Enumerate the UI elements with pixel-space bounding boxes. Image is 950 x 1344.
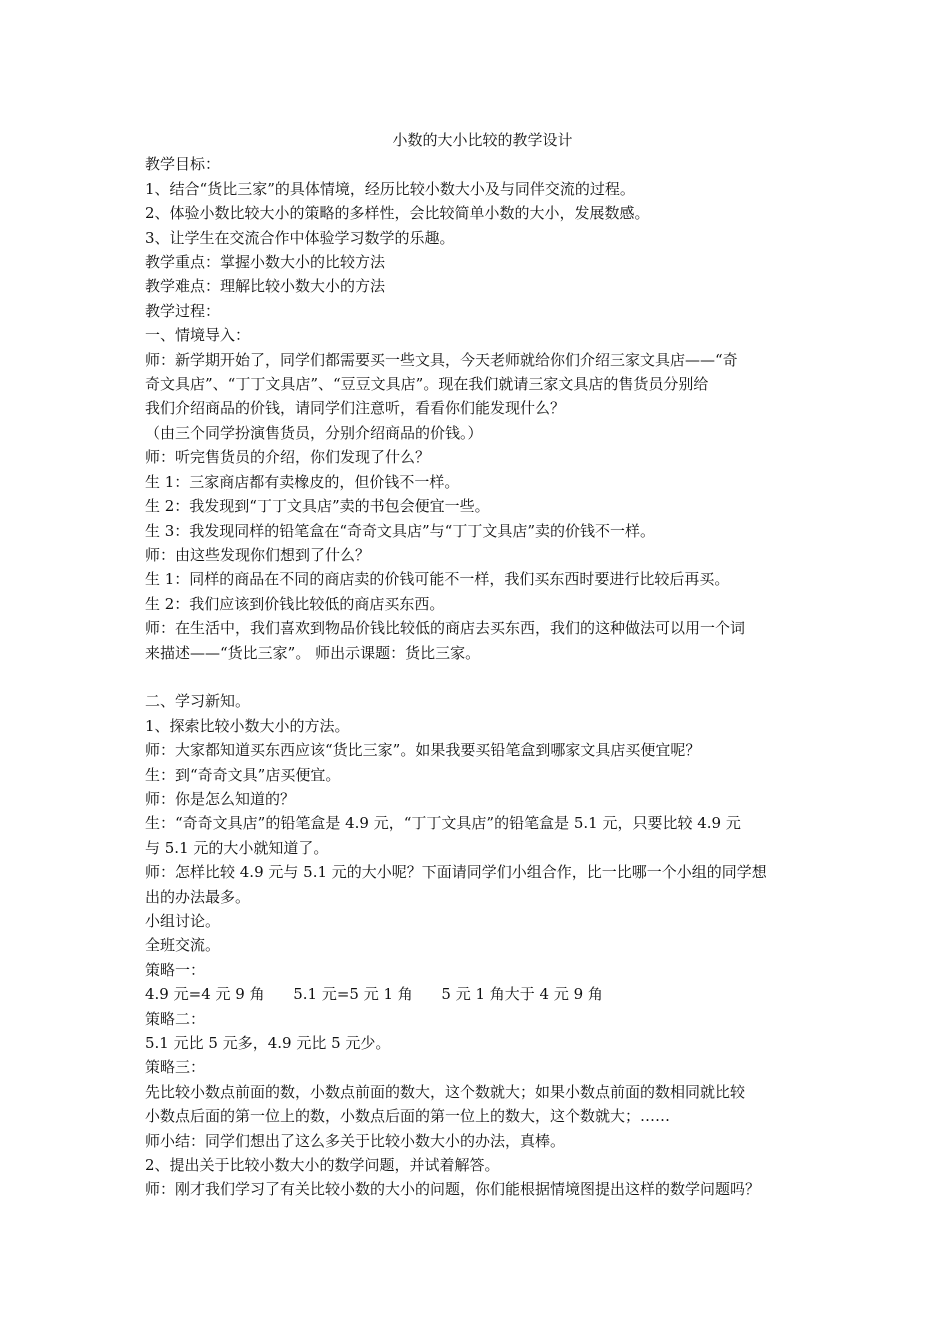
text-line: 生 2：我发现到“丁丁文具店”卖的书包会便宜一些。 — [145, 497, 490, 516]
text-line: 生 1：同样的商品在不同的商店卖的价钱可能不一样，我们买东西时要进行比较后再买。 — [145, 570, 730, 589]
text-line: 与 5.1 元的大小就知道了。 — [145, 838, 329, 857]
text-line: 生 3：我发现同样的铅笔盒在“奇奇文具店”与“丁丁文具店”卖的价钱不一样。 — [145, 521, 655, 540]
text-line: （由三个同学扮演售货员，分别介绍商品的价钱。） — [145, 423, 483, 442]
text-line: 师：大家都知道买东西应该“货比三家”。如果我要买铅笔盒到哪家文具店买便宜呢？ — [145, 741, 701, 760]
text-line: 小数点后面的第一位上的数，小数点后面的第一位上的数大，这个数就大；…… — [145, 1107, 671, 1126]
text-line: 来描述——“货比三家”。 师出示课题：货比三家。 — [145, 643, 481, 662]
text-line: 师：刚才我们学习了有关比较小数的大小的问题，你们能根据情境图提出这样的数学问题吗？ — [145, 1180, 761, 1199]
text-line: 生：到“奇奇文具”店买便宜。 — [145, 765, 341, 784]
text-line: 二、学习新知。 — [145, 692, 251, 711]
text-line: 师：由这些发现你们想到了什么？ — [145, 545, 371, 564]
text-line: 5.1 元比 5 元多，4.9 元比 5 元少。 — [145, 1034, 391, 1053]
text-line: 生 1：三家商店都有卖橡皮的，但价钱不一样。 — [145, 472, 460, 491]
document-body — [145, 152, 820, 1201]
text-line: 4.9 元=4 元 9 角 5.1 元=5 元 1 角 5 元 1 角大于 4 元 9 角 — [145, 985, 603, 1004]
document-title: 小数的大小比较的教学设计 — [392, 131, 573, 149]
text-line: 教学重点：掌握小数大小的比较方法 — [145, 253, 386, 272]
text-line: 策略二： — [145, 1009, 206, 1028]
text-line: 教学过程： — [145, 301, 221, 320]
text-line: 2、提出关于比较小数大小的数学问题，并试着解答。 — [145, 1156, 500, 1175]
text-line: 2、体验小数比较大小的策略的多样性，会比较简单小数的大小，发展数感。 — [145, 204, 650, 223]
text-line: 师小结：同学们想出了这么多关于比较小数大小的办法，真棒。 — [145, 1131, 566, 1150]
text-line: 策略一： — [145, 960, 206, 979]
text-line: 我们介绍商品的价钱，请同学们注意听，看看你们能发现什么？ — [145, 399, 566, 418]
text-line: 生：“奇奇文具店”的铅笔盒是 4.9 元，“丁丁文具店”的铅笔盒是 5.1 元，只要比较 4.9 元 — [145, 814, 741, 833]
text-line: 教学目标： — [145, 155, 221, 174]
text-line: 师：你是怎么知道的？ — [145, 789, 296, 808]
text-line: 1、结合“货比三家”的具体情境，经历比较小数大小及与同伴交流的过程。 — [145, 179, 635, 198]
text-line: 全班交流。 — [145, 936, 221, 955]
text-line: 小组讨论。 — [145, 911, 221, 930]
text-line: 奇文具店”、“丁丁文具店”、“豆豆文具店”。现在我们就请三家文具店的售货员分别给 — [145, 375, 709, 394]
text-line: 1、探索比较小数大小的方法。 — [145, 716, 350, 735]
text-line: 师：在生活中，我们喜欢到物品价钱比较低的商店去买东西，我们的这种做法可以用一个词 — [145, 619, 746, 638]
text-line: 师：听完售货员的介绍，你们发现了什么？ — [145, 448, 431, 467]
blank-line — [145, 665, 820, 689]
document-page — [145, 128, 820, 1202]
text-line: 策略三： — [145, 1058, 206, 1077]
text-line: 师：怎样比较 4.9 元与 5.1 元的大小呢？下面请同学们小组合作，比一比哪一个小组的同学想 — [145, 863, 767, 882]
text-line: 出的办法最多。 — [145, 887, 251, 906]
text-line: 先比较小数点前面的数，小数点前面的数大，这个数就大；如果小数点前面的数相同就比较 — [145, 1082, 746, 1101]
text-line: 3、让学生在交流合作中体验学习数学的乐趣。 — [145, 228, 455, 247]
text-line: 一、情境导入： — [145, 326, 251, 345]
text-line: 师：新学期开始了，同学们都需要买一些文具，今天老师就给你们介绍三家文具店——“奇 — [145, 350, 738, 369]
text-line: 教学难点：理解比较小数大小的方法 — [145, 277, 386, 296]
text-line: 生 2：我们应该到价钱比较低的商店买东西。 — [145, 594, 445, 613]
